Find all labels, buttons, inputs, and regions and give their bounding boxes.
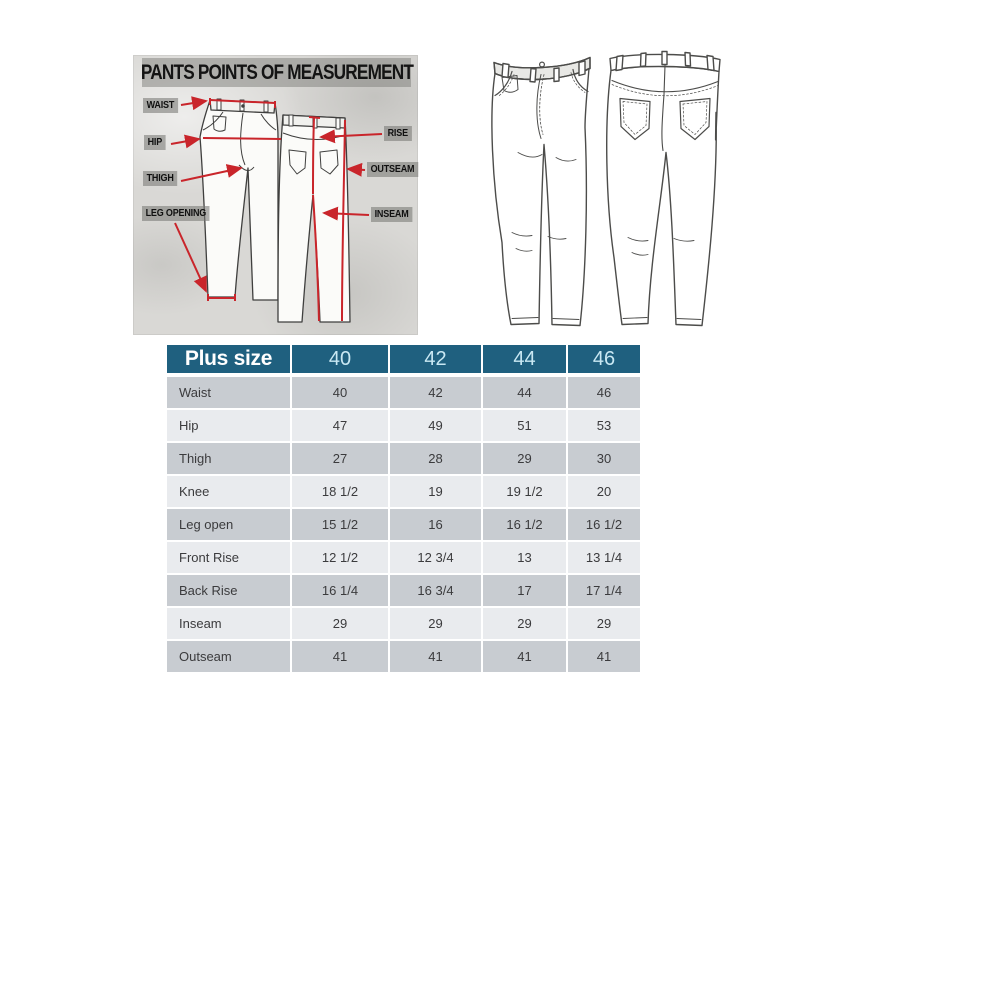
cell: 47 xyxy=(291,409,389,442)
cell: 18 1/2 xyxy=(291,475,389,508)
cell: 29 xyxy=(291,607,389,640)
cell: 49 xyxy=(389,409,482,442)
label-hip: HIP xyxy=(144,135,166,150)
row-label: Back Rise xyxy=(166,574,291,607)
size-column-46: 46 xyxy=(567,344,641,375)
size-column-44: 44 xyxy=(482,344,567,375)
table-row-front-rise xyxy=(166,541,641,574)
cell: 41 xyxy=(482,640,567,673)
table-row-inseam xyxy=(166,607,641,640)
cell: 27 xyxy=(291,442,389,475)
cell: 53 xyxy=(567,409,641,442)
jeans-flat-sketch xyxy=(478,30,723,335)
pants-front-sketch xyxy=(200,99,278,300)
jeans-back-sketch xyxy=(607,52,720,326)
cell: 13 1/4 xyxy=(567,541,641,574)
cell: 41 xyxy=(567,640,641,673)
cell: 16 xyxy=(389,508,482,541)
cell: 16 3/4 xyxy=(389,574,482,607)
row-label: Leg open xyxy=(166,508,291,541)
jeans-front-sketch xyxy=(492,58,590,326)
jeans-technical-flats xyxy=(478,30,723,335)
size-table-title: Plus size xyxy=(166,344,291,375)
row-label: Inseam xyxy=(166,607,291,640)
table-row-waist xyxy=(166,375,641,409)
label-outseam: OUTSEAM xyxy=(367,162,418,177)
cell: 17 xyxy=(482,574,567,607)
row-label: Knee xyxy=(166,475,291,508)
cell: 51 xyxy=(482,409,567,442)
measurement-sketch xyxy=(133,55,418,335)
table-row-back-rise xyxy=(166,574,641,607)
pants-measurement-diagram xyxy=(133,55,418,335)
diagram-title: PANTS POINTS OF MEASUREMENT xyxy=(140,60,413,84)
cell: 41 xyxy=(389,640,482,673)
cell: 30 xyxy=(567,442,641,475)
cell: 28 xyxy=(389,442,482,475)
cell: 20 xyxy=(567,475,641,508)
row-label: Front Rise xyxy=(166,541,291,574)
row-label: Waist xyxy=(166,375,291,409)
cell: 29 xyxy=(567,607,641,640)
cell: 17 1/4 xyxy=(567,574,641,607)
cell: 16 1/2 xyxy=(482,508,567,541)
cell: 12 1/2 xyxy=(291,541,389,574)
row-label: Hip xyxy=(166,409,291,442)
cell: 44 xyxy=(482,375,567,409)
cell: 46 xyxy=(567,375,641,409)
cell: 40 xyxy=(291,375,389,409)
size-column-40: 40 xyxy=(291,344,389,375)
table-row-knee xyxy=(166,475,641,508)
cell: 13 xyxy=(482,541,567,574)
label-waist: WAIST xyxy=(143,98,178,113)
size-column-42: 42 xyxy=(389,344,482,375)
cell: 41 xyxy=(291,640,389,673)
size-table-header-row xyxy=(166,344,641,375)
table-row-outseam xyxy=(166,640,641,673)
cell: 19 1/2 xyxy=(482,475,567,508)
size-table xyxy=(165,343,642,674)
table-row-hip xyxy=(166,409,641,442)
cell: 19 xyxy=(389,475,482,508)
diagram-title-bar xyxy=(142,58,411,87)
cell: 16 1/4 xyxy=(291,574,389,607)
table-row-leg-open xyxy=(166,508,641,541)
row-label: Outseam xyxy=(166,640,291,673)
table-row-thigh xyxy=(166,442,641,475)
row-label: Thigh xyxy=(166,442,291,475)
label-inseam: INSEAM xyxy=(371,207,412,222)
cell: 12 3/4 xyxy=(389,541,482,574)
cell: 29 xyxy=(482,442,567,475)
cell: 16 1/2 xyxy=(567,508,641,541)
cell: 29 xyxy=(482,607,567,640)
cell: 42 xyxy=(389,375,482,409)
label-leg-opening: LEG OPENING xyxy=(142,206,210,221)
cell: 29 xyxy=(389,607,482,640)
label-rise: RISE xyxy=(384,126,411,141)
label-thigh: THIGH xyxy=(143,171,177,186)
cell: 15 1/2 xyxy=(291,508,389,541)
